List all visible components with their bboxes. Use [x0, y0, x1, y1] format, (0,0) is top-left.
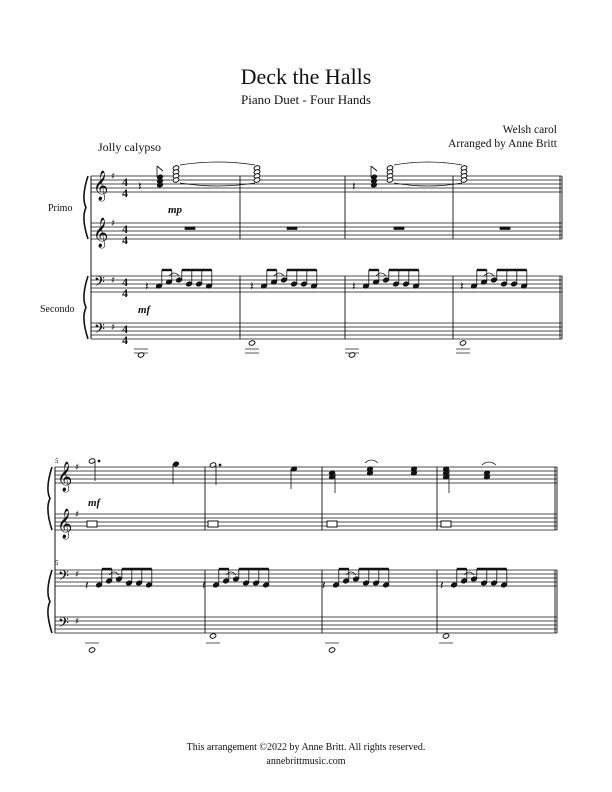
treble-clef-icon: 𝄞 [57, 462, 73, 492]
bass-clef-icon: 𝄢 [58, 615, 69, 635]
quarter-rest-icon: 𝄽 [352, 179, 356, 193]
copyright-notice: This arrangement ©2022 by Anne Britt. All rights reserved. [186, 742, 426, 753]
dynamic-mp: mp [168, 204, 183, 216]
arranger-credit: Arranged by Anne Britt [448, 138, 557, 150]
sharp-icon: ♯ [75, 617, 80, 627]
tempo-marking: Jolly calypso [98, 140, 161, 154]
dot [98, 460, 100, 462]
quarter-rest-icon: 𝄽 [440, 578, 444, 592]
piece-subtitle: Piano Duet - Four Hands [241, 92, 371, 107]
treble-clef-icon: 𝄞 [93, 171, 109, 201]
quarter-rest-icon: 𝄽 [460, 279, 464, 293]
whole-rest-icon [500, 227, 510, 230]
tie-arc [109, 572, 119, 575]
bass-clef-icon: 𝄢 [58, 568, 69, 588]
part-label-primo: Primo [48, 203, 73, 214]
tie-arc [274, 273, 284, 276]
treble-clef-icon: 𝄞 [93, 218, 109, 248]
tie-arc [169, 273, 179, 276]
dynamic-mf-primo: mf [88, 497, 101, 509]
time-sig-top: 4 [122, 175, 128, 189]
tie-arc [376, 273, 386, 276]
note-flag [157, 166, 163, 171]
tie-arc [180, 183, 255, 186]
tie-arc [226, 572, 236, 575]
grand-staff-brace [48, 570, 52, 633]
tie-arc [394, 183, 462, 186]
whole-note [328, 647, 335, 653]
whole-rest-icon [185, 227, 195, 230]
time-sig-bottom: 4 [122, 233, 128, 247]
note-flag [371, 166, 377, 171]
dynamic-mf-secondo: mf [138, 304, 151, 316]
sharp-icon: ♯ [75, 463, 80, 473]
quarter-rest-icon: 𝄽 [352, 279, 356, 293]
time-sig-bottom: 4 [122, 333, 128, 347]
sharp-icon: ♯ [111, 276, 116, 286]
treble-clef-icon: 𝄞 [57, 509, 73, 539]
quarter-rest-icon: 𝄽 [322, 578, 326, 592]
time-sig-top: 4 [122, 222, 128, 236]
tie-arc [346, 572, 356, 575]
piece-title: Deck the Halls [240, 64, 372, 89]
quarter-rest-icon: 𝄽 [145, 279, 149, 293]
quarter-rest-icon: 𝄽 [85, 578, 89, 592]
sharp-icon: ♯ [111, 172, 116, 182]
chord-block [441, 521, 451, 527]
half-note [88, 458, 95, 464]
tie-arc [482, 462, 496, 465]
quarter-rest-icon: 𝄽 [138, 179, 142, 193]
whole-note [248, 340, 255, 346]
time-sig-bottom: 4 [122, 186, 128, 200]
measure-number: 5 [55, 559, 59, 567]
website-url: annebrittmusic.com [266, 756, 346, 767]
whole-note [209, 633, 216, 639]
bass-clef-icon: 𝄢 [94, 321, 105, 341]
chord-block [327, 521, 337, 527]
tie-arc [394, 162, 462, 165]
part-label-secondo: Secondo [40, 304, 75, 315]
whole-rest-icon [287, 227, 297, 230]
tie-arc [464, 572, 474, 575]
grand-staff-brace [84, 276, 88, 339]
whole-rest-icon [394, 227, 404, 230]
notehead [172, 461, 179, 467]
quarter-rest-icon: 𝄽 [250, 279, 254, 293]
tie-arc [484, 273, 494, 276]
sharp-icon: ♯ [111, 323, 116, 333]
measure-number: 5 [55, 457, 59, 465]
quarter-rest-icon: 𝄽 [202, 578, 206, 592]
tie-arc [180, 162, 255, 165]
whole-note [88, 647, 95, 653]
time-sig-top: 4 [122, 275, 128, 289]
grand-staff-brace [48, 467, 52, 530]
bass-clef-icon: 𝄢 [94, 274, 105, 294]
whole-note [459, 340, 466, 346]
sharp-icon: ♯ [75, 570, 80, 580]
sharp-icon: ♯ [111, 219, 116, 229]
composer-credit: Welsh carol [502, 124, 557, 136]
sharp-icon: ♯ [75, 510, 80, 520]
grand-staff-brace [84, 176, 88, 239]
time-sig-top: 4 [122, 322, 128, 336]
dot [219, 464, 221, 466]
whole-note [442, 633, 449, 639]
chord-block [87, 521, 97, 527]
chord-block [208, 521, 218, 527]
time-sig-bottom: 4 [122, 286, 128, 300]
tie-arc [365, 460, 378, 463]
